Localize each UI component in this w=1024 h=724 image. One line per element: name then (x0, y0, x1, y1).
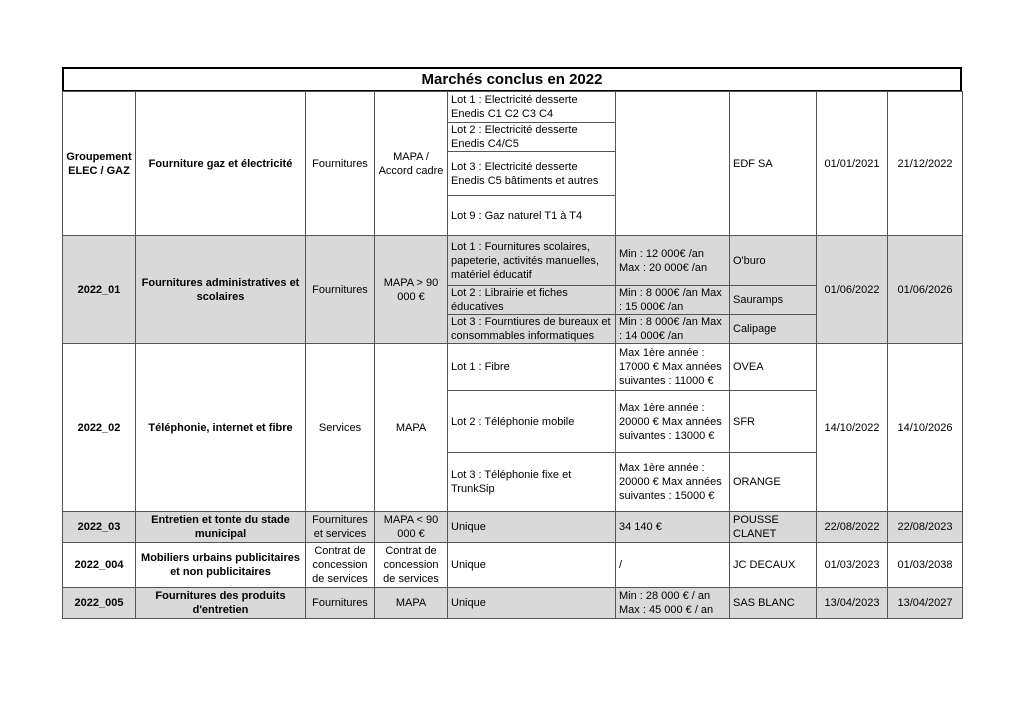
contract-type: Fournitures et services (306, 512, 375, 543)
table-row (63, 344, 963, 391)
contract-type: Services (306, 344, 375, 512)
lot-cell: Lot 3 : Electricité desserte Enedis C5 bâtiments et autres (448, 152, 616, 196)
start-date: 01/06/2022 (817, 236, 888, 344)
holder-cell: SFR (730, 391, 817, 453)
holder-cell: EDF SA (730, 92, 817, 236)
amount-cell: Min : 8 000€ /an Max : 15 000€ /an (616, 286, 730, 315)
contracts-table (62, 91, 963, 619)
holder-cell: JC DECAUX (730, 543, 817, 588)
amount-cell: Min : 28 000 € / an Max : 45 000 € / an (616, 588, 730, 619)
start-date: 14/10/2022 (817, 344, 888, 512)
table-row (63, 92, 963, 123)
contract-object: Fournitures des produits d'entretien (136, 588, 306, 619)
start-date: 13/04/2023 (817, 588, 888, 619)
table-title: Marchés conclus en 2022 (62, 67, 962, 92)
amount-cell: Max 1ère année : 20000 € Max années suivantes : 15000 € (616, 453, 730, 512)
start-date: 22/08/2022 (817, 512, 888, 543)
lot-cell: Lot 1 : Electricité desserte Enedis C1 C2 C3 C4 (448, 92, 616, 123)
end-date: 01/06/2026 (888, 236, 963, 344)
amount-cell (616, 92, 730, 236)
contract-id: Groupement ELEC / GAZ (63, 92, 136, 236)
holder-cell: OVEA (730, 344, 817, 391)
table-row (63, 588, 963, 619)
contract-id: 2022_03 (63, 512, 136, 543)
contract-procedure: MAPA (375, 344, 448, 512)
contract-type: Fournitures (306, 92, 375, 236)
contract-object: Entretien et tonte du stade municipal (136, 512, 306, 543)
end-date: 21/12/2022 (888, 92, 963, 236)
table-row (63, 512, 963, 543)
contract-procedure: MAPA / Accord cadre (375, 92, 448, 236)
lot-cell: Lot 2 : Electricité desserte Enedis C4/C5 (448, 123, 616, 152)
lot-cell: Lot 3 : Fourntiures de bureaux et consommables informatiques (448, 315, 616, 344)
end-date: 22/08/2023 (888, 512, 963, 543)
lot-cell: Lot 1 : Fibre (448, 344, 616, 391)
amount-cell: Min : 12 000€ /an Max : 20 000€ /an (616, 236, 730, 286)
contract-id: 2022_01 (63, 236, 136, 344)
holder-cell: SAS BLANC (730, 588, 817, 619)
amount-cell: 34 140 € (616, 512, 730, 543)
contract-procedure: Contrat de concession de services (375, 543, 448, 588)
contract-type: Contrat de concession de services (306, 543, 375, 588)
contract-id: 2022_004 (63, 543, 136, 588)
start-date: 01/01/2021 (817, 92, 888, 236)
contract-type: Fournitures (306, 236, 375, 344)
amount-cell: / (616, 543, 730, 588)
contract-procedure: MAPA < 90 000 € (375, 512, 448, 543)
lot-cell: Lot 2 : Téléphonie mobile (448, 391, 616, 453)
end-date: 13/04/2027 (888, 588, 963, 619)
contract-id: 2022_02 (63, 344, 136, 512)
table-row (63, 543, 963, 588)
amount-cell: Min : 8 000€ /an Max : 14 000€ /an (616, 315, 730, 344)
contract-object: Téléphonie, internet et fibre (136, 344, 306, 512)
contract-object: Fournitures administratives et scolaires (136, 236, 306, 344)
amount-cell: Max 1ère année : 20000 € Max années suivantes : 13000 € (616, 391, 730, 453)
lot-cell: Unique (448, 512, 616, 543)
holder-cell: Calipage (730, 315, 817, 344)
start-date: 01/03/2023 (817, 543, 888, 588)
lot-cell: Lot 2 : Librairie et fiches éducatives (448, 286, 616, 315)
lot-cell: Lot 3 : Téléphonie fixe et TrunkSip (448, 453, 616, 512)
contract-id: 2022_005 (63, 588, 136, 619)
amount-cell: Max 1ère année : 17000 € Max années suivantes : 11000 € (616, 344, 730, 391)
holder-cell: O'buro (730, 236, 817, 286)
contract-procedure: MAPA > 90 000 € (375, 236, 448, 344)
lot-cell: Unique (448, 543, 616, 588)
end-date: 01/03/2038 (888, 543, 963, 588)
holder-cell: Sauramps (730, 286, 817, 315)
holder-cell: ORANGE (730, 453, 817, 512)
lot-cell: Lot 1 : Fournitures scolaires, papeterie, activités manuelles, matériel éducatif (448, 236, 616, 286)
contract-object: Fourniture gaz et électricité (136, 92, 306, 236)
lot-cell: Lot 9 : Gaz naturel T1 à T4 (448, 196, 616, 236)
contract-object: Mobiliers urbains publicitaires et non publicitaires (136, 543, 306, 588)
lot-cell: Unique (448, 588, 616, 619)
contract-procedure: MAPA (375, 588, 448, 619)
contract-type: Fournitures (306, 588, 375, 619)
table-row (63, 236, 963, 286)
holder-cell: POUSSE CLANET (730, 512, 817, 543)
end-date: 14/10/2026 (888, 344, 963, 512)
